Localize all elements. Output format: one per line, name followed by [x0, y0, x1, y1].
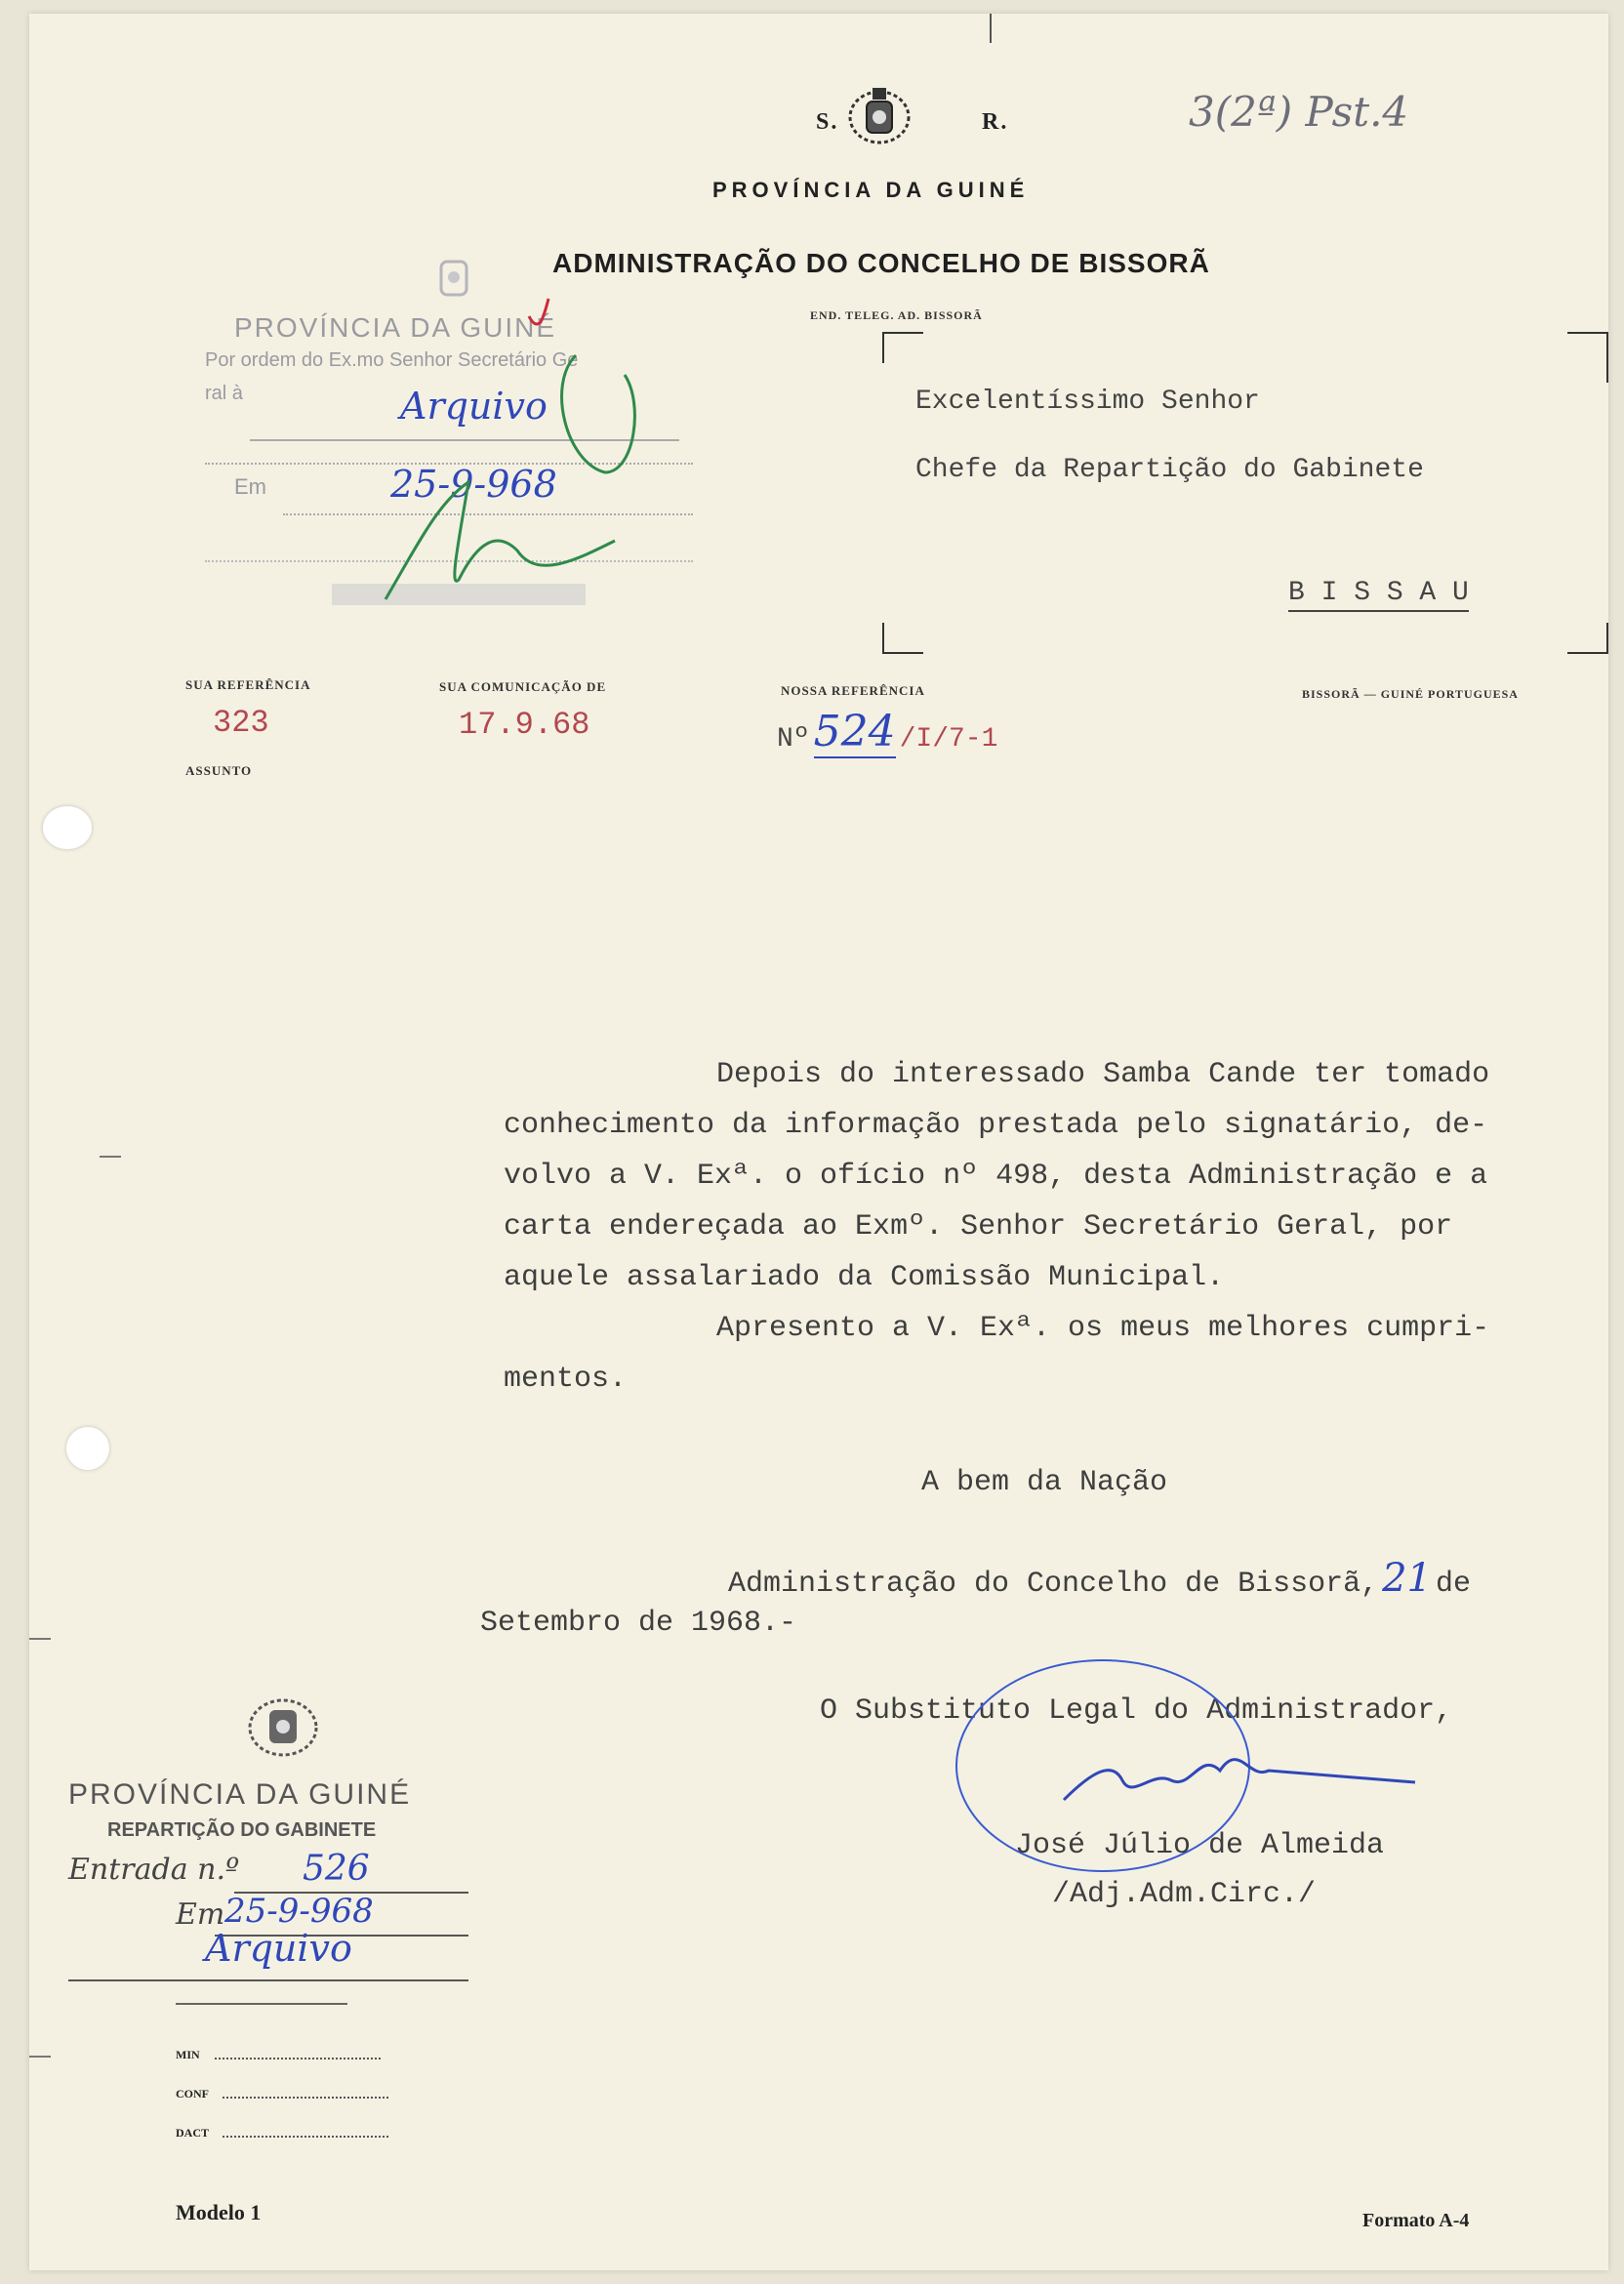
conf-field	[176, 2085, 400, 2102]
entry-stamp-department: REPARTIÇÃO DO GABINETE	[107, 1819, 377, 1841]
margin-tick-3	[29, 2056, 51, 2058]
entry-stamp-bottom-rule	[68, 1979, 468, 1981]
green-initials-icon	[381, 346, 664, 614]
signature-title: O Substituto Legal do Administrador,	[820, 1694, 1453, 1728]
conf-dots	[223, 2097, 388, 2099]
dact-label: DACT	[176, 2126, 210, 2140]
dact-dots	[223, 2136, 388, 2138]
sr-left: S.	[816, 109, 839, 135]
min-dots	[215, 2058, 381, 2060]
entry-stamp-em-label: Em	[176, 1897, 225, 1932]
body-line-5: aquele assalariado da Comissão Municipal.	[504, 1261, 1225, 1294]
sua-comunicacao-label: SUA COMUNICAÇÃO DE	[439, 679, 607, 694]
body-line-3: volvo a V. Exª. o ofício nº 498, desta Administração e a	[504, 1160, 1488, 1193]
archive-stamp	[205, 248, 712, 619]
body-line-7: mentos.	[504, 1363, 628, 1396]
body-line-1: Depois do interessado Samba Cande ter tomado	[716, 1058, 1490, 1091]
entry-stamp	[68, 1693, 478, 1985]
dact-field	[176, 2124, 400, 2141]
punch-hole-bottom	[66, 1427, 109, 1470]
recipient-city: B I S S A U	[1288, 578, 1469, 612]
archive-stamp-line1: Por ordem do Ex.mo Senhor Secretário Ge	[205, 349, 579, 371]
recipient-line1: Excelentíssimo Senhor	[915, 387, 1260, 417]
entry-stamp-entrada-label: Entrada n.º	[68, 1853, 240, 1887]
sua-referencia-label: SUA REFERÊNCIA	[185, 677, 311, 692]
punch-hole-top	[43, 806, 92, 849]
model-label: Modelo 1	[176, 2200, 262, 2224]
conf-label: CONF	[176, 2087, 209, 2100]
margin-tick-1	[100, 1156, 121, 1158]
bracket-top-left	[882, 332, 923, 363]
archive-stamp-line2-prefix: ral à	[205, 383, 243, 404]
administration-title: ADMINISTRAÇÃO DO CONCELHO DE BISSORÃ	[552, 248, 1210, 278]
signature-name: José Júlio de Almeida	[1015, 1829, 1385, 1862]
body-line-4: carta endereçada ao Exmº. Senhor Secretário Geral, por	[504, 1210, 1453, 1244]
assunto-label: ASSUNTO	[185, 763, 253, 778]
salutation: A bem da Nação	[921, 1466, 1168, 1499]
nossa-referencia-label: NOSSA REFERÊNCIA	[781, 683, 925, 698]
format-label: Formato A-4	[1362, 2210, 1470, 2231]
nossa-referencia-number: 524	[813, 707, 896, 756]
entry-stamp-entrada-value: 526	[303, 1849, 370, 1889]
telegraph-address: END. TELEG. AD. BISSORÃ	[810, 308, 983, 322]
bracket-bottom-left	[882, 623, 923, 654]
date-line	[728, 1556, 1471, 1601]
footer-divider	[176, 2003, 347, 2005]
nossa-referencia-prefix: Nº	[777, 724, 810, 755]
margin-note: 3(2ª) Pst.4	[1189, 88, 1409, 136]
margin-tick-2	[29, 1638, 51, 1640]
min-label: MIN	[176, 2048, 200, 2061]
archive-stamp-date-prefix: Em	[234, 474, 266, 499]
date-line-text: Administração do Concelho de Bissorã,	[728, 1568, 1379, 1601]
place-label: BISSORÃ — GUINÉ PORTUGUESA	[1302, 687, 1519, 701]
body-line-6: Apresento a V. Exª. os meus melhores cumpri-	[716, 1312, 1490, 1345]
sua-referencia-value: 323	[213, 705, 269, 741]
top-tick	[990, 14, 992, 43]
nossa-referencia-suffix: /I/7-1	[899, 724, 998, 755]
entry-stamp-hand-note: Arquivo	[205, 1927, 352, 1970]
entry-stamp-province: PROVÍNCIA DA GUINÉ	[68, 1778, 412, 1811]
date-day: 21	[1382, 1556, 1433, 1601]
date-line-2: Setembro de 1968.-	[480, 1607, 797, 1640]
document-page	[29, 14, 1608, 2270]
coat-of-arms-icon	[845, 82, 914, 150]
date-de: de	[1436, 1568, 1472, 1601]
entry-stamp-crest-icon	[244, 1693, 322, 1766]
signature-role: /Adj.Adm.Circ./	[1052, 1878, 1317, 1911]
red-check-icon	[519, 295, 558, 339]
recipient-block	[882, 332, 1608, 654]
sua-comunicacao-value: 17.9.68	[459, 707, 590, 743]
entry-stamp-em-value: 25-9-968	[224, 1892, 374, 1931]
province-title: PROVÍNCIA DA GUINÉ	[712, 178, 1030, 202]
nossa-referencia	[777, 707, 997, 756]
recipient-line2: Chefe da Repartição do Gabinete	[915, 455, 1424, 485]
bracket-bottom-right	[1567, 623, 1608, 654]
archive-stamp-hand: Arquivo	[400, 385, 548, 428]
body-line-2: conhecimento da informação prestada pelo signatário, de-	[504, 1109, 1488, 1142]
archive-stamp-title: PROVÍNCIA DA GUINÉ	[234, 312, 557, 343]
stamp-crest-icon	[429, 248, 478, 306]
min-field	[176, 2046, 390, 2063]
archive-stamp-date: 25-9-968	[390, 463, 557, 506]
bracket-top-right	[1567, 332, 1608, 383]
sr-right: R.	[982, 109, 1009, 135]
